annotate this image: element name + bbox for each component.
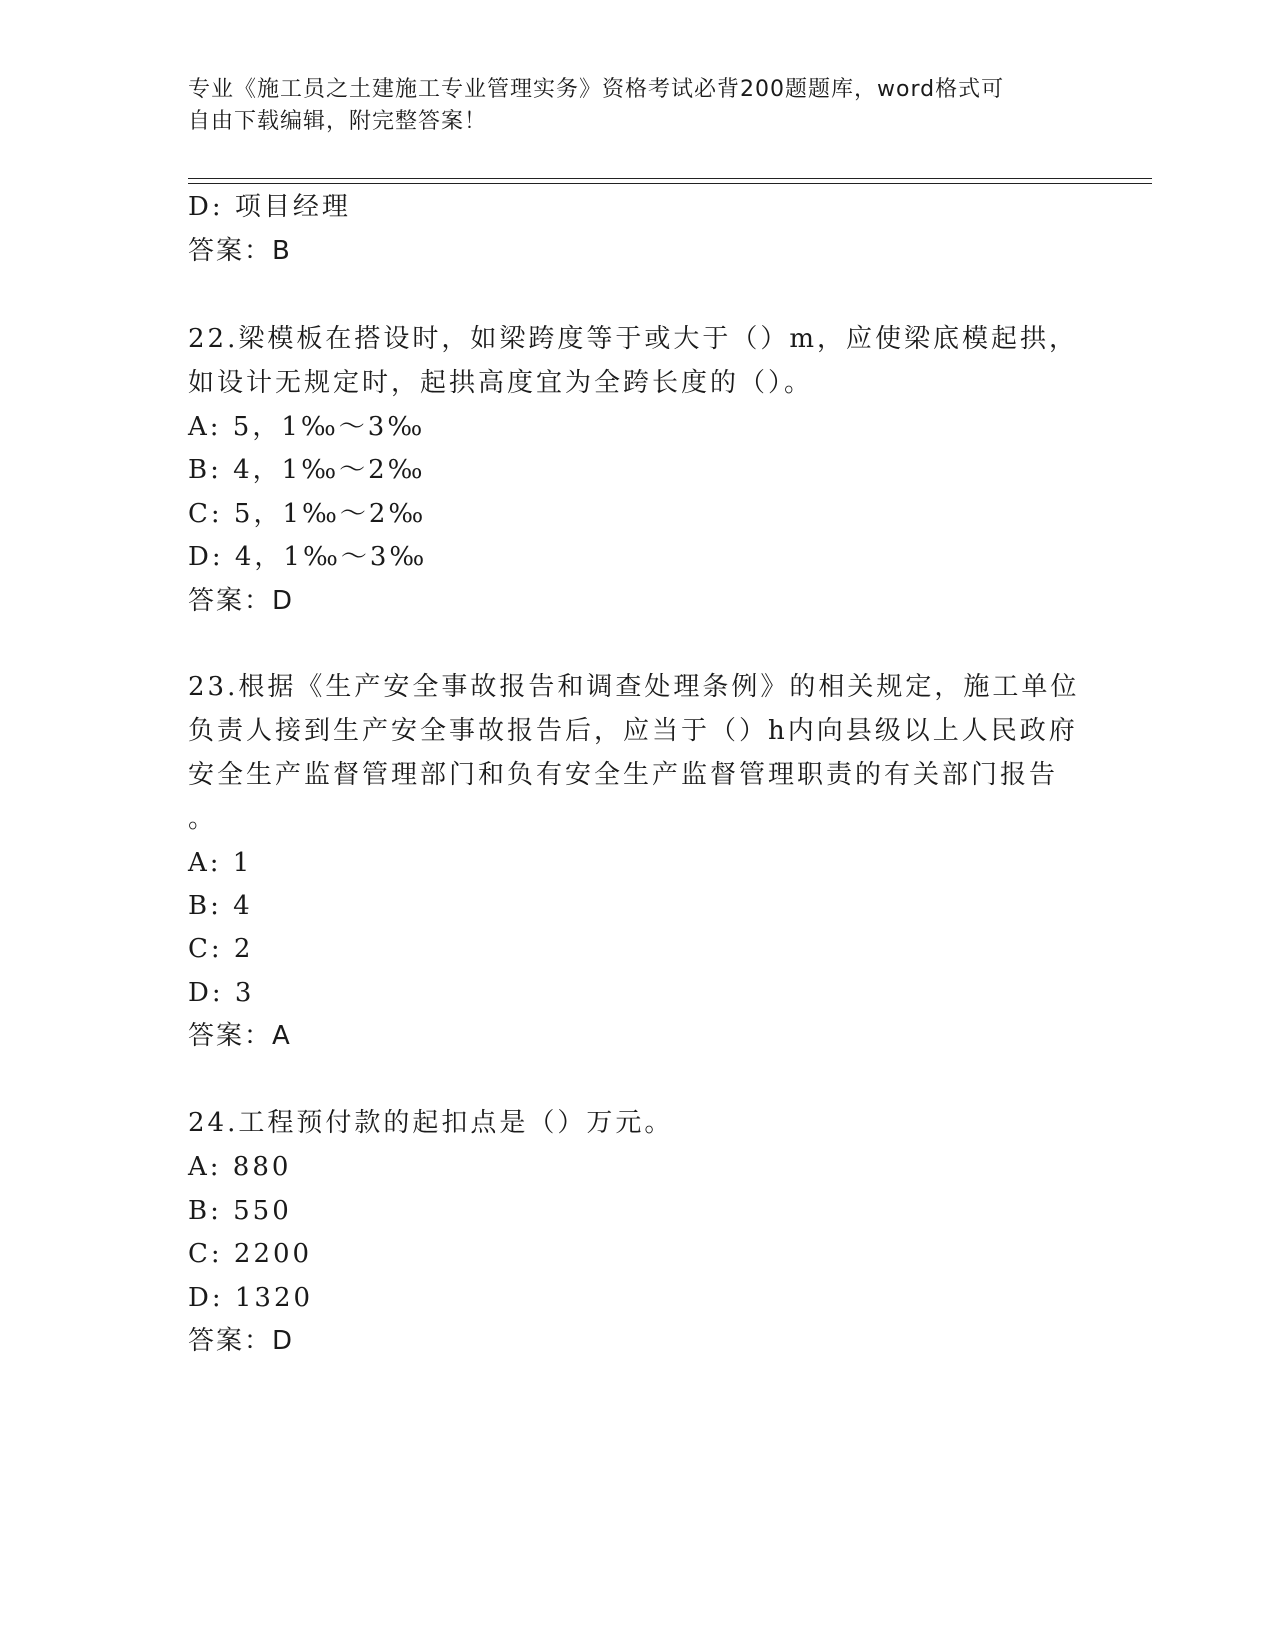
- q23-option-a: A: 1: [188, 848, 253, 878]
- q22-option-a: A: 5，1‰～3‰: [188, 412, 426, 442]
- q22-option-b: B: 4，1‰～2‰: [188, 455, 426, 485]
- q23-stem-line-1: 23.根据《生产安全事故报告和调查处理条例》的相关规定，施工单位: [188, 672, 1080, 702]
- q23-stem-line-4: 。: [188, 804, 218, 834]
- q22-option-c: C: 5，1‰～2‰: [188, 499, 427, 529]
- q24-option-d: D: 1320: [188, 1283, 314, 1313]
- q23-option-c: C: 2: [188, 934, 254, 964]
- q24-option-a: A: 880: [188, 1152, 292, 1182]
- q22-stem-line-1: 22.梁模板在搭设时，如梁跨度等于或大于（）m，应使梁底模起拱，: [188, 324, 1079, 354]
- q23-option-d: D: 3: [188, 978, 255, 1008]
- q24-option-b: B: 550: [188, 1196, 292, 1226]
- q23-stem-line-2: 负责人接到生产安全事故报告后，应当于（）h内向县级以上人民政府: [188, 716, 1078, 746]
- q22-answer: 答案：D: [188, 586, 295, 616]
- prev-option-d: D: 项目经理: [188, 192, 351, 222]
- q23-answer: 答案：A: [188, 1021, 292, 1051]
- q22-stem-line-2: 如设计无规定时，起拱高度宜为全跨长度的（）。: [188, 368, 814, 398]
- document-header: [188, 74, 1088, 138]
- q22-option-d: D: 4，1‰～3‰: [188, 542, 428, 572]
- q24-option-c: C: 2200: [188, 1239, 313, 1269]
- q23-stem-line-3: 安全生产监督管理部门和负有安全生产监督管理职责的有关部门报告: [188, 760, 1059, 790]
- q24-stem-line-1: 24.工程预付款的起扣点是（）万元。: [188, 1108, 674, 1138]
- header-line-1: 专业《施工员之土建施工专业管理实务》资格考试必背200题题库，word格式可: [188, 77, 1005, 102]
- q24-answer: 答案：D: [188, 1326, 295, 1356]
- header-divider-top: [188, 178, 1152, 179]
- prev-answer: 答案：B: [188, 236, 292, 266]
- header-line-2: 自由下载编辑，附完整答案！: [188, 109, 488, 134]
- header-divider-bottom: [188, 183, 1152, 184]
- q23-option-b: B: 4: [188, 891, 253, 921]
